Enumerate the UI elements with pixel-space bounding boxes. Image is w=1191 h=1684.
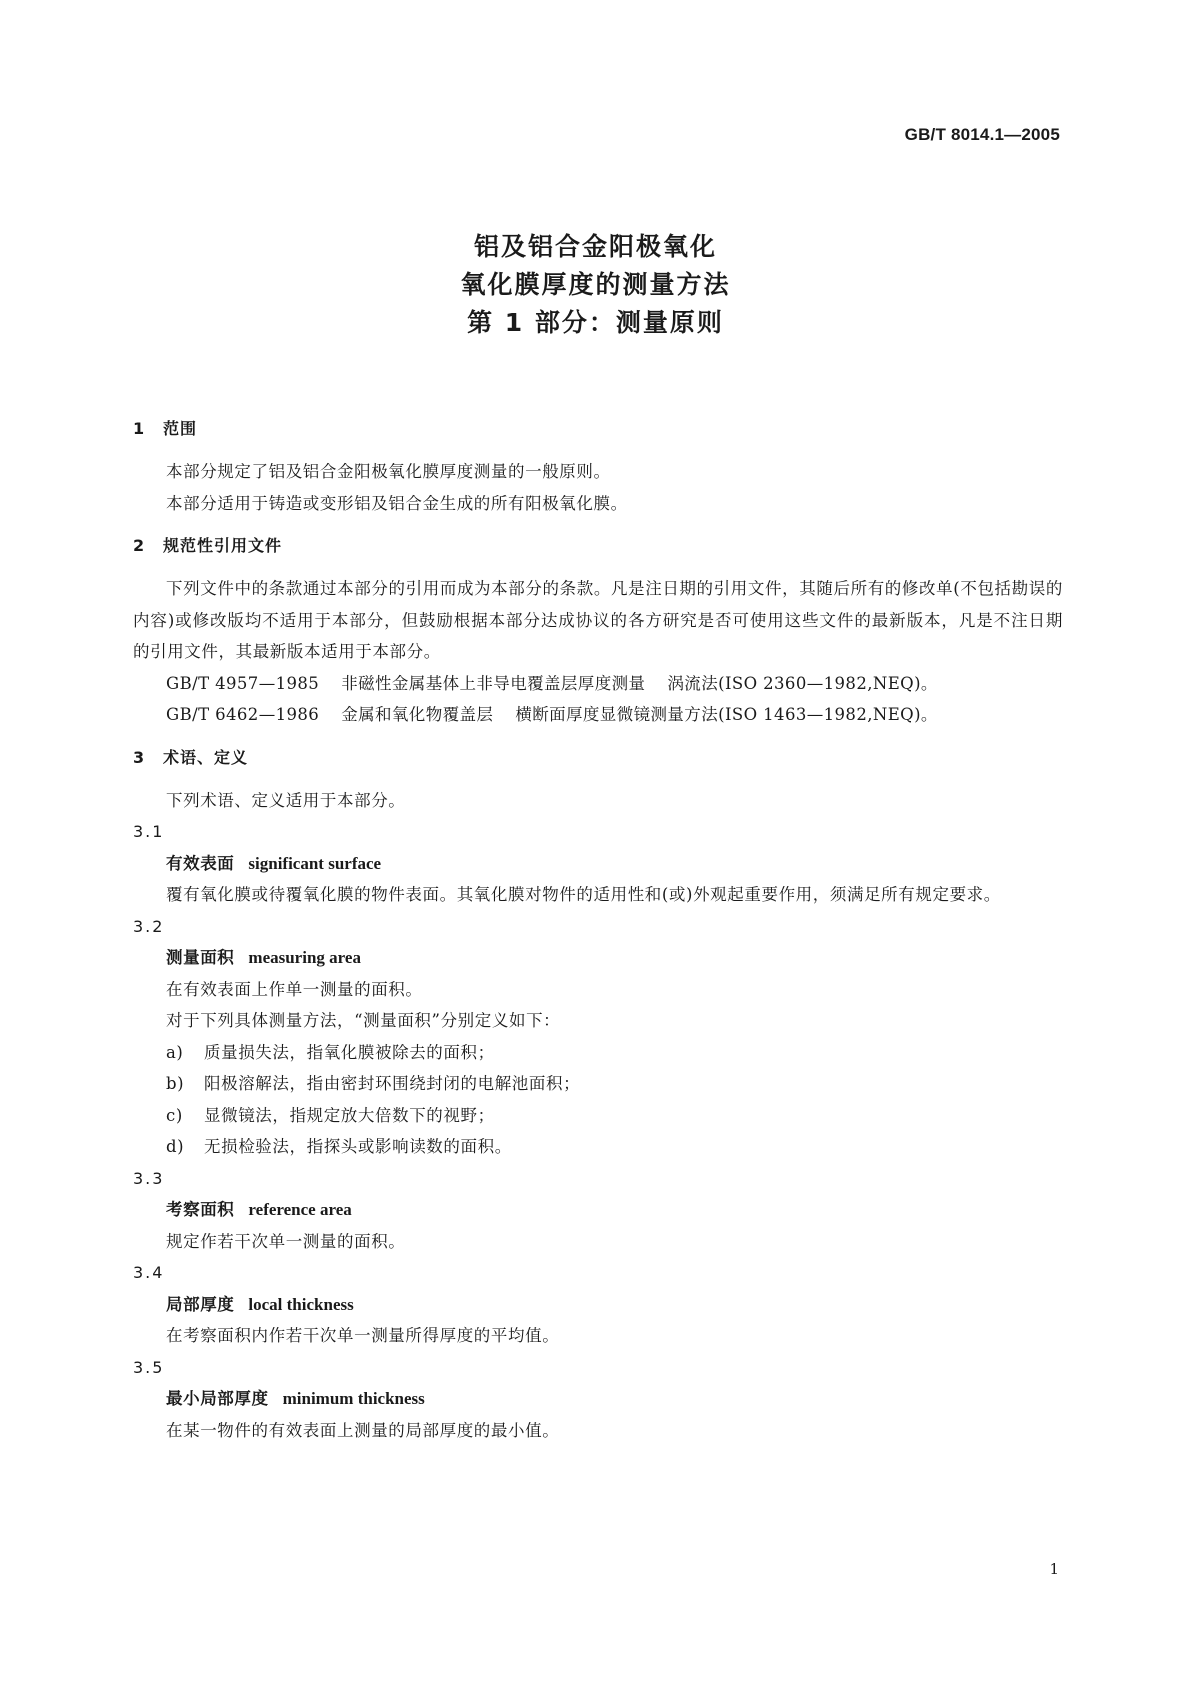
list-marker: d) bbox=[166, 1137, 185, 1156]
list-text: 无损检验法，指探头或影响读数的面积。 bbox=[204, 1137, 512, 1156]
paragraph: 本部分规定了铝及铝合金阳极氧化膜厚度测量的一般原则。 bbox=[166, 462, 611, 481]
section-number: 3 bbox=[133, 747, 146, 767]
term-chinese: 考察面积 bbox=[166, 1200, 235, 1219]
term-english: measuring area bbox=[248, 948, 361, 967]
term-note: 对于下列具体测量方法，“测量面积”分别定义如下： bbox=[166, 1011, 561, 1030]
reference-title: 非磁性金属基体上非导电覆盖层厚度测量 bbox=[341, 673, 646, 693]
section-heading-terms bbox=[133, 743, 1063, 773]
term-number: 3.2 bbox=[133, 916, 165, 936]
reference-title: 金属和氧化物覆盖层 bbox=[341, 705, 494, 724]
list-item bbox=[133, 1068, 1063, 1100]
term-heading bbox=[133, 1194, 1063, 1226]
section-title: 范围 bbox=[163, 419, 198, 438]
list-item bbox=[133, 1100, 1063, 1132]
term-definition: 在某一物件的有效表面上测量的局部厚度的最小值。 bbox=[166, 1420, 560, 1440]
term-definition: 在有效表面上作单一测量的面积。 bbox=[166, 979, 423, 999]
paragraph: 下列文件中的条款通过本部分的引用而成为本部分的条款。凡是注日期的引用文件，其随后所有的修改单(不包括勘误的内容)或修改版均不适用于本部分，但鼓励根据本部分达成协议的各方研究是否可使用这些文件的最新版本，凡是不注日期的引用文件，其最新版本适用于本部分。 bbox=[133, 579, 1063, 661]
term-definition: 覆有氧化膜或待覆氧化膜的物件表面。其氧化膜对物件的适用性和(或)外观起重要作用，须满足所有规定要求。 bbox=[166, 885, 1001, 904]
reference-code: GB/T 4957—1985 bbox=[166, 673, 320, 693]
reference-item bbox=[133, 668, 1063, 700]
standard-number: GB/T 8014.1—2005 bbox=[904, 125, 1060, 144]
term-heading bbox=[133, 942, 1063, 974]
term-number: 3.3 bbox=[133, 1168, 165, 1188]
title-line-2: 氧化膜厚度的测量方法 bbox=[460, 270, 731, 299]
list-marker: b) bbox=[166, 1074, 185, 1093]
section-heading-scope bbox=[133, 414, 1063, 444]
term-english: significant surface bbox=[248, 853, 382, 873]
document-body bbox=[133, 414, 1063, 1446]
list-marker: a) bbox=[166, 1042, 184, 1062]
term-english: local thickness bbox=[248, 1294, 354, 1314]
term-english: minimum thickness bbox=[282, 1389, 425, 1408]
page-number: 1 bbox=[1049, 1560, 1059, 1578]
list-marker: c) bbox=[166, 1105, 183, 1125]
term-chinese: 局部厚度 bbox=[166, 1294, 235, 1314]
reference-item bbox=[133, 699, 1063, 731]
term-definition: 在考察面积内作若干次单一测量所得厚度的平均值。 bbox=[166, 1326, 560, 1345]
paragraph: 下列术语、定义适用于本部分。 bbox=[166, 790, 406, 810]
term-heading bbox=[133, 1383, 1063, 1415]
reference-title-method: 涡流法(ISO 2360—1982,NEQ)。 bbox=[667, 673, 938, 693]
paragraph: 本部分适用于铸造或变形铝及铝合金生成的所有阳极氧化膜。 bbox=[166, 493, 628, 513]
document-title bbox=[0, 228, 1191, 342]
term-number: 3.4 bbox=[133, 1263, 165, 1282]
term-definition: 规定作若干次单一测量的面积。 bbox=[166, 1231, 406, 1251]
section-number: 1 bbox=[133, 419, 146, 438]
reference-code: GB/T 6462—1986 bbox=[166, 705, 320, 724]
term-chinese: 测量面积 bbox=[166, 948, 235, 967]
term-english: reference area bbox=[248, 1200, 352, 1219]
list-text: 质量损失法，指氧化膜被除去的面积； bbox=[204, 1042, 495, 1062]
section-heading-normative-references bbox=[133, 531, 1063, 561]
section-title: 术语、定义 bbox=[163, 747, 249, 767]
term-heading bbox=[133, 848, 1063, 880]
section-title: 规范性引用文件 bbox=[163, 536, 283, 555]
list-item bbox=[133, 1037, 1063, 1069]
title-line-3: 第 1 部分：测量原则 bbox=[467, 308, 724, 337]
term-chinese: 有效表面 bbox=[166, 853, 235, 873]
section-number: 2 bbox=[133, 536, 146, 555]
list-text: 阳极溶解法，指由密封环围绕封闭的电解池面积； bbox=[204, 1074, 581, 1093]
reference-title-method: 横断面厚度显微镜测量方法(ISO 1463—1982,NEQ)。 bbox=[515, 705, 938, 724]
term-heading bbox=[133, 1289, 1063, 1321]
term-number: 3.5 bbox=[133, 1357, 165, 1377]
term-chinese: 最小局部厚度 bbox=[166, 1389, 269, 1408]
list-text: 显微镜法，指规定放大倍数下的视野； bbox=[204, 1105, 495, 1125]
list-item bbox=[133, 1131, 1063, 1163]
title-line-1: 铝及铝合金阳极氧化 bbox=[473, 232, 717, 261]
term-number: 3.1 bbox=[133, 822, 165, 841]
